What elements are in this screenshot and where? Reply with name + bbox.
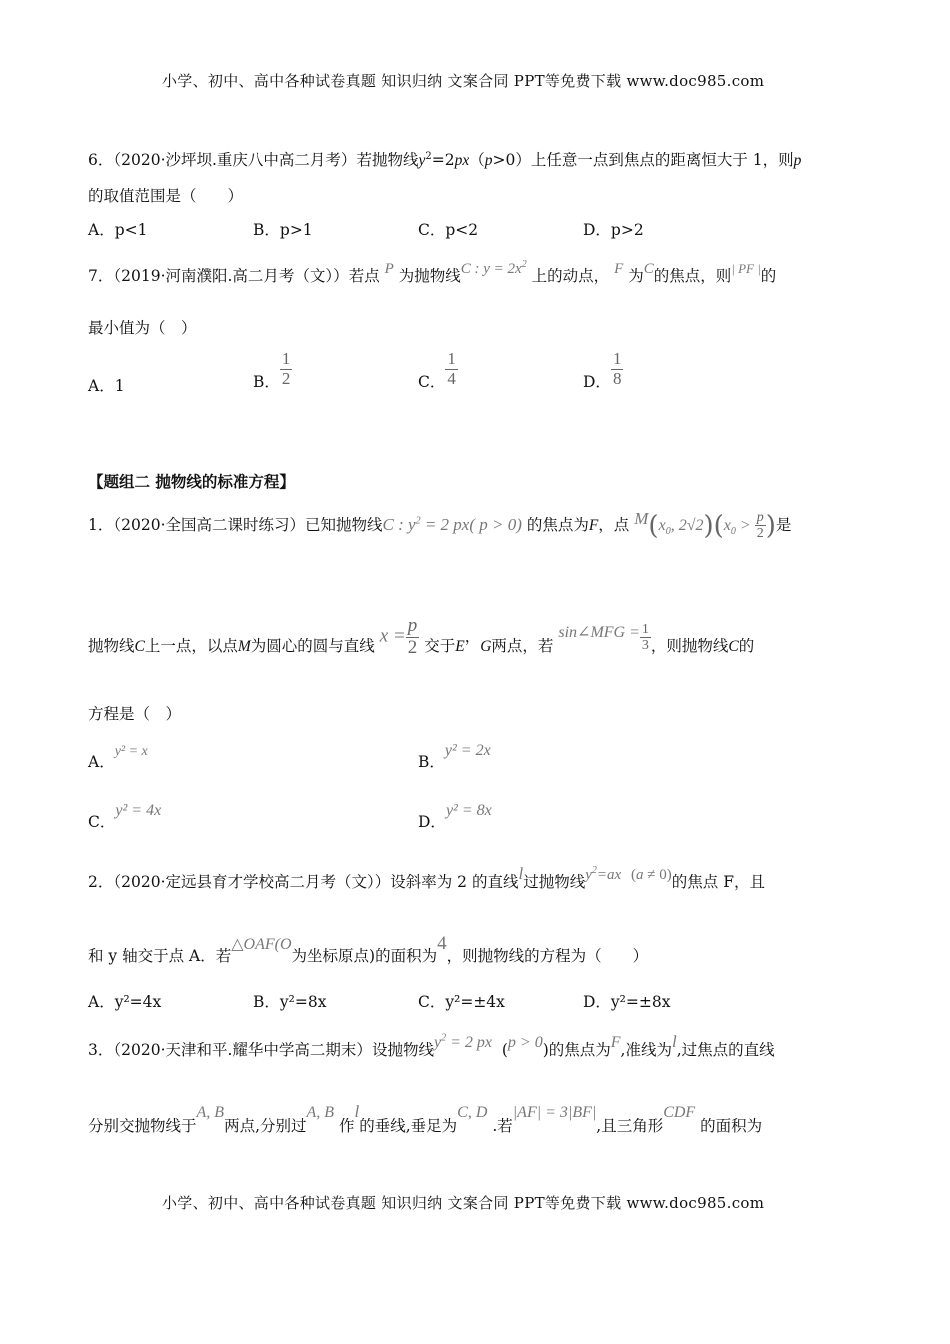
s2q2-option-d: D．y²=±8x [583, 993, 671, 1011]
s2q2-option-b: B．y²=8x [253, 993, 327, 1011]
question-6-line2: 的取值范围是（ ） [88, 187, 244, 205]
section-title: 【题组二 抛物线的标准方程】 [88, 472, 295, 491]
s2q1-option-a: A．y² = x [88, 744, 148, 771]
fraction-1-8: $\frac{1}{8}$ [612, 349, 622, 388]
s2q2-option-c: C．y²=±4x [418, 993, 505, 1011]
q6-option-c: C．p<2 [418, 221, 479, 239]
q6-option-b: B．p>1 [253, 221, 313, 239]
q7-option-b: B． $\frac{1}{2}$ [253, 349, 291, 392]
page-header: 小学、初中、高中各种试卷真题 知识归纳 文案合同 PPT等免费下载 www.doc985.com [162, 72, 765, 90]
fraction-1-4: $\frac{1}{4}$ [447, 349, 456, 388]
s2-question-3-line1: 3．（2020·天津和平.耀华中学高二期末）设抛物线$y^2 = 2$ px (p > 0)的焦点为F,准线为l,过焦点的直线 [88, 1032, 775, 1059]
q7-option-c: C． $\frac{1}{4}$ [418, 349, 456, 392]
s2-question-2-line2: 和 y 轴交于点 A．若△OAF(O为坐标原点)的面积为4，则抛物线的方程为（ ） [88, 933, 649, 965]
s2q2-option-a: A．y²=4x [88, 993, 162, 1011]
s2-question-1-line3: 方程是（ ） [88, 705, 182, 723]
s2-question-3-line2: 分别交抛物线于A, B两点,分别过A, B 作l的垂线,垂足为C, D .若|AF| = 3|BF|,且三角形CDF 的面积为 [88, 1102, 763, 1135]
q7-option-d: D． $\frac{1}{8}$ [583, 349, 622, 392]
q7-option-a: A．1 [88, 377, 125, 395]
s2-question-1-line1: 1．（2020·全国高二课时练习）已知抛物线C : $y^2 = 2$ px( p > 0) 的焦点为F，点 $M(x_0$, $2√2)(x_0$ > $\frac{p}{2}$ )是 [88, 508, 792, 542]
q6-option-d: D．p>2 [583, 221, 644, 239]
s2q1-option-c: C．y² = 4x [88, 802, 162, 831]
question-6-line1: 6．（2020·沙坪坝.重庆八中高二月考）若抛物线$y^2=2px(p>0)$上任意一点到焦点的距离恒大于 1，则p [88, 150, 802, 169]
s2q1-option-b: B．y² = 2x [418, 742, 491, 771]
q6-option-a: A．p<1 [88, 221, 148, 239]
eq-parabola: y [418, 152, 426, 169]
s2-question-2-line1: 2．（2020·定远县育才学校高二月考（文））设斜率为 2 的直线l过抛物线$y^2=ax$ (a ≠ 0)的焦点 F，且 [88, 864, 765, 891]
page-footer: 小学、初中、高中各种试卷真题 知识归纳 文案合同 PPT等免费下载 www.doc985.com [162, 1194, 765, 1212]
question-7-line1: 7．（2019·河南濮阳.高二月考（文））若点 P 为抛物线C : $y = 2x^2$ 上的动点， F 为C的焦点，则$^{| PF |}$的 [88, 259, 777, 285]
s2-question-1-line2: 抛物线C上一点，以点M为圆心的圆与直线 x = $\frac{p}{2}$ 交于E，G两点，若 sin∠MFG = $\frac{1}{3}$ ，则抛物线C的 [88, 615, 755, 658]
fraction-1-2: $\frac{1}{2}$ [281, 349, 291, 388]
question-7-line2: 最小值为（ ） [88, 319, 197, 337]
s2q1-option-d: D．y² = 8x [418, 802, 492, 831]
